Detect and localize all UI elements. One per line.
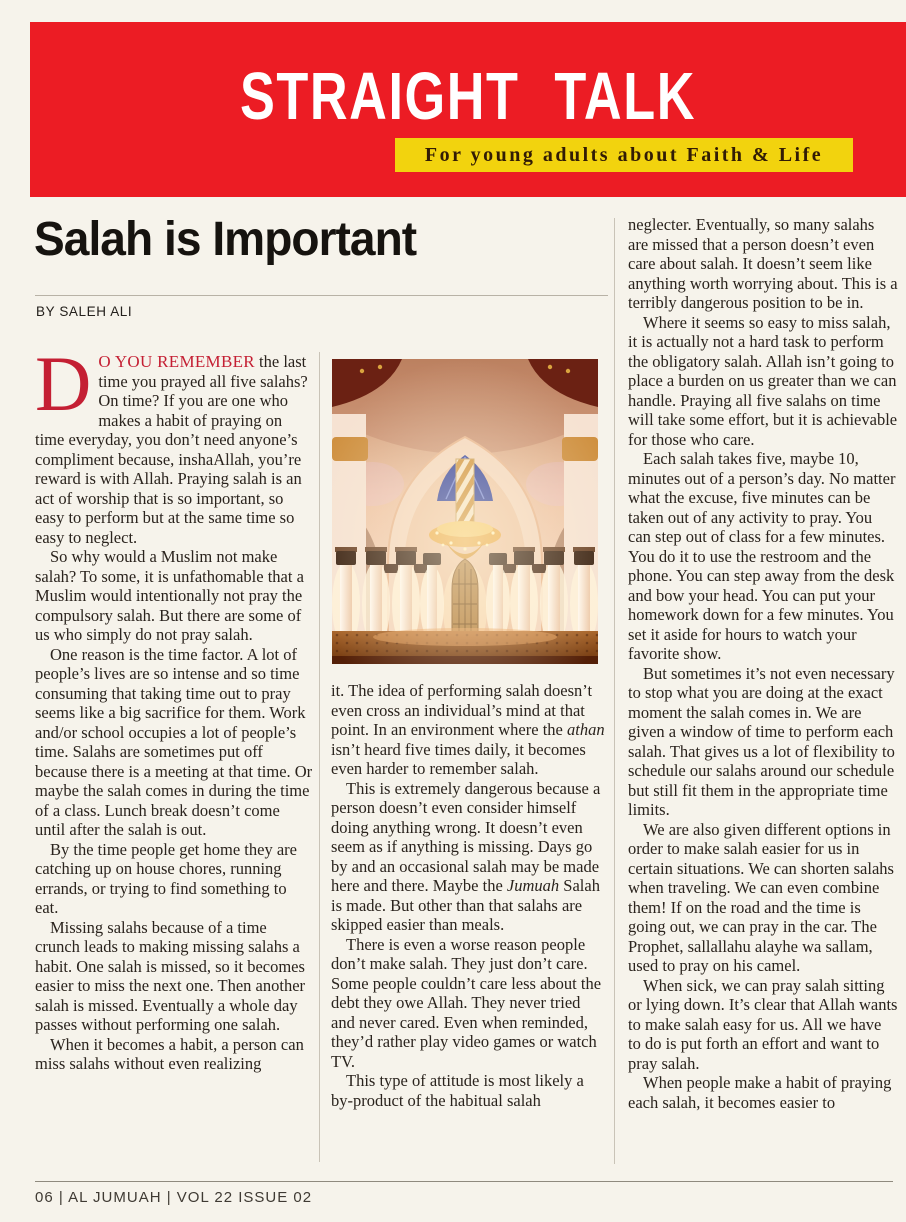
body-paragraph: But sometimes it’s not even necessary to stop what you are doing at the exact moment the salah comes in. We are given a window of time to perform each salah. That gives us a lot of flexibility to schedule our salahs around our schedule but still fit them in the appropriate time limits. bbox=[628, 663, 895, 819]
column-divider bbox=[614, 218, 615, 1164]
footer-text: 06 | AL JUMUAH | VOL 22 ISSUE 02 bbox=[35, 1189, 313, 1206]
body-paragraph: One reason is the time factor. A lot of people’s lives are so intense and so time consuming that taking time out to pray seems like a big sacrifice for them. Work and/or school occupies a lot of people’s time. Salahs are sometimes put off because there is a meeting at that time. Or maybe the salah comes in during the time of a class. Lunch break doesn’t come until after the salah is out. bbox=[35, 644, 313, 839]
body-paragraph: Missing salahs because of a time crunch leads to making missing salahs a habit. One salah is missed, so it becomes easier to miss the next one. Then another salah is missed. Eventually a whole day passes without performing one salah. bbox=[35, 917, 306, 1034]
body-paragraph: When people make a habit of praying each salah, it becomes easier to bbox=[628, 1073, 892, 1112]
body-paragraph: it. The idea of performing salah doesn’t even cross an individual’s mind at that point. In an environment where the athan isn’t heard five times daily, it becomes even harder to remember salah. bbox=[331, 681, 605, 778]
body-paragraph: Where it seems so easy to miss salah, it is actually not a hard task to perform the obligatory salah. Allah isn’t going to place a burden on us greater than we can handle. Praying all five salahs on time will take some effort, but it is achievable for those who care. bbox=[628, 312, 898, 449]
byline: BY SALEH ALI bbox=[36, 304, 133, 319]
body-paragraph: We are also given different options in order to make salah easier for us in certain situations. We can shorten salahs when traveling. We can even combine them! If on the road and the time is going out, we can pray in the car. The Prophet, sallallahu alayhe wa sallam, used to pray on his camel. bbox=[628, 819, 894, 975]
footer-rule bbox=[35, 1181, 893, 1182]
drop-cap: D bbox=[35, 340, 92, 427]
body-paragraph: This is extremely dangerous because a person doesn’t even consider himself doing anything wrong. It doesn’t even seem as if anything is missing. Days go by and an occasional salah may be made here and there. Maybe the Jumuah Salah is made. But other than that salahs are skipped easier than meals. bbox=[331, 778, 601, 934]
mosque-interior-photo bbox=[332, 359, 598, 664]
column-1 bbox=[35, 340, 314, 1074]
lead-in: O YOU REMEMBER bbox=[98, 352, 255, 371]
body-paragraph bbox=[35, 340, 314, 547]
body-paragraph: Each salah takes five, maybe 10, minutes out of a person’s day. No matter what the excuse, five minutes can be taken out of any activity to pray. You can step out of class for a few minutes. You do it to use the restroom and the phone. You can step away from the desk and bow your head. You can put your homework down for a few minutes. You set it aside for hours to watch your favorite show. bbox=[628, 449, 896, 663]
tagline-text: For young adults about Faith & Life bbox=[424, 143, 824, 166]
paragraph-text: the last time you prayed all five salahs? On time? If you are one who makes a habit of praying on time everyday, you don’t need anyone’s compliment because, inshaAllah, you’re reward is with Allah. Praying salah is an act of worship that is so important, so easy to perform but at the same time so easy to neglect. bbox=[35, 352, 308, 547]
column-divider bbox=[319, 352, 320, 1162]
body-paragraph: By the time people get home they are catching up on house chores, running errands, or trying to find something to eat. bbox=[35, 839, 297, 917]
body-paragraph: neglecter. Eventually, so many salahs are missed that a person doesn’t even care about salah. It doesn’t seem like anything worth worrying about. This is a terribly dangerous position to be in. bbox=[628, 215, 898, 312]
column-2 bbox=[331, 681, 608, 1110]
body-paragraph: There is even a worse reason people don’t make salah. They just don’t care. Some people couldn’t care less about the debt they owe Allah. They never tried and never cared. Even when reminded, they’d rather play video games or watch TV. bbox=[331, 934, 602, 1071]
tagline-bar bbox=[395, 138, 853, 172]
body-paragraph: So why would a Muslim not make salah? To some, it is unfathomable that a Muslim would intentionally not pray the compulsory salah. But there are some of us who simply do not pray salah. bbox=[35, 547, 304, 644]
section-banner bbox=[30, 22, 906, 197]
banner-title: STRAIGHT TALK bbox=[239, 59, 697, 134]
column-3 bbox=[628, 215, 898, 1112]
mosque-illustration bbox=[332, 359, 598, 664]
body-paragraph: This type of attitude is most likely a by-product of the habitual salah bbox=[331, 1071, 584, 1110]
article-title: Salah is Important bbox=[34, 213, 417, 266]
title-rule bbox=[35, 295, 608, 296]
body-paragraph: When it becomes a habit, a person can miss salahs without even realizing bbox=[35, 1034, 304, 1073]
body-paragraph: When sick, we can pray salah sitting or lying down. It’s clear that Allah wants to make salah easy for us. All we have to do is put forth an effort and want to pray salah. bbox=[628, 975, 898, 1073]
